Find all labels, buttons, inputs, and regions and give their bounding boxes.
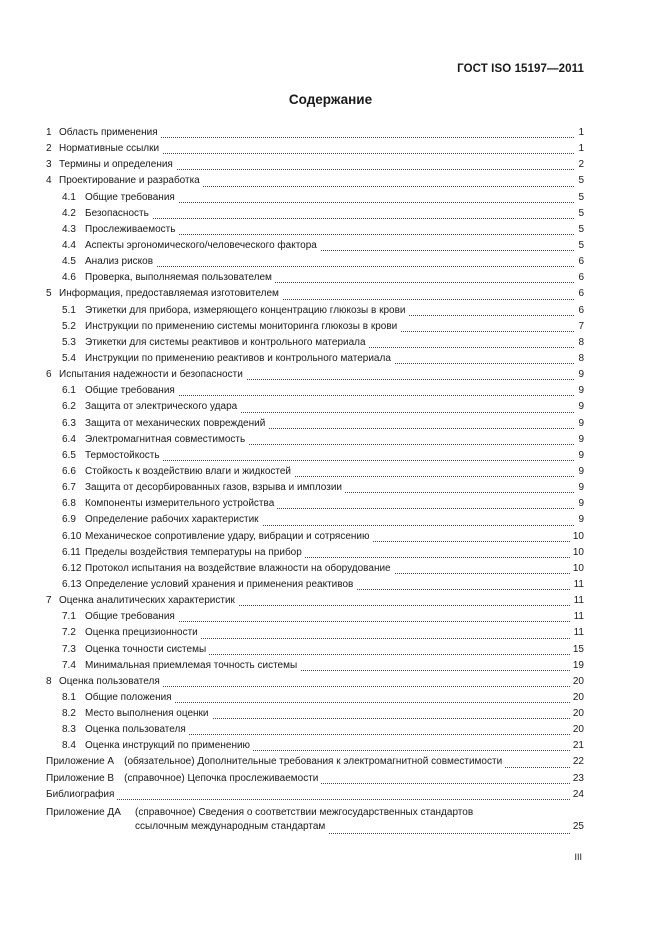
toc-entry-number: 4.4: [62, 239, 76, 251]
toc-entry[interactable]: [46, 706, 584, 722]
toc-entry-title: Пределы воздействия температуры на прибор: [85, 546, 302, 558]
toc-entry[interactable]: [46, 529, 584, 545]
toc-entry-number: 6.6: [62, 465, 76, 477]
toc-entry[interactable]: [46, 303, 584, 319]
toc-entry-number: 6.8: [62, 498, 76, 510]
toc-entry-page: 20: [570, 690, 584, 706]
toc-entry[interactable]: [46, 593, 584, 609]
toc-entry-label: [62, 190, 178, 206]
toc-entry-page: 15: [570, 642, 584, 658]
toc-entry[interactable]: [46, 787, 584, 803]
toc-entry-label: [62, 738, 253, 754]
toc-entry-page: 24: [570, 787, 584, 803]
toc-entry-number: 4: [46, 175, 52, 187]
toc-entry-number: 6: [46, 369, 52, 381]
toc-entry-label: [62, 464, 294, 480]
toc-entry-label: [46, 125, 161, 141]
toc-entry-title: Общие требования: [85, 611, 175, 623]
toc-entry-page: 5: [575, 173, 584, 189]
toc-entry-page: 19: [570, 658, 584, 674]
toc-entry-label: [46, 771, 321, 787]
toc-entry-title: Этикетки для прибора, измеряющего концентрацию глюкозы в крови: [85, 304, 406, 316]
toc-entry-number: 3: [46, 159, 52, 171]
toc-entry[interactable]: [46, 625, 584, 641]
toc-entry-title: Определение рабочих характеристик: [85, 514, 259, 526]
toc-entry-page: 20: [570, 706, 584, 722]
toc-entry-title: Область применения: [59, 127, 158, 138]
page-number: III: [574, 852, 582, 862]
toc-entry-label: [62, 561, 394, 577]
toc-entry-title: (справочное) Сведения о соответствии межгосударственных стандартов: [135, 806, 474, 818]
toc-entry[interactable]: [46, 399, 584, 415]
toc-entry-label: [62, 383, 178, 399]
toc-entry-title: Общие положения: [85, 691, 172, 703]
toc-entry-label: [46, 674, 163, 690]
toc-entry-number: 5.2: [62, 320, 76, 332]
toc-entry-title: Механическое сопротивление удару, вибрации и сотрясению: [85, 530, 370, 542]
toc-entry-number: 8.4: [62, 740, 76, 752]
toc-entry-number: 6.3: [62, 417, 76, 429]
toc-entry[interactable]: [46, 351, 584, 367]
toc-entry-number: 7.1: [62, 611, 76, 623]
toc-entry-number: 4.6: [62, 272, 76, 284]
toc-entry-number: 6.5: [62, 449, 76, 461]
toc-entry-title: Этикетки для системы реактивов и контрольного материала: [85, 336, 366, 348]
toc-entry-number: 5.3: [62, 336, 76, 348]
toc-entry[interactable]: [46, 464, 584, 480]
toc-entry[interactable]: [46, 367, 584, 383]
toc-entry[interactable]: [46, 561, 584, 577]
toc-entry-page: 1: [575, 141, 584, 157]
toc-entry-number: 6.7: [62, 482, 76, 494]
toc-entry-number: 5: [46, 288, 52, 300]
toc-entry[interactable]: [46, 690, 584, 706]
toc-entry-page: 25: [570, 819, 584, 835]
toc-entry-label: [62, 512, 262, 528]
toc-entry-title: Библиография: [46, 788, 115, 800]
toc-entry-number: Приложение В: [46, 772, 115, 784]
toc-entry[interactable]: [46, 658, 584, 674]
toc-entry-title: (обязательное) Дополнительные требования к электромагнитной совместимости: [124, 756, 503, 768]
toc-entry[interactable]: [46, 238, 584, 254]
toc-entry[interactable]: [46, 609, 584, 625]
toc-entry-label: [62, 496, 277, 512]
toc-entry-title: Нормативные ссылки: [59, 143, 160, 155]
toc-entry-page: 23: [570, 771, 584, 787]
toc-entry-title: Определение условий хранения и применения реактивов: [85, 578, 354, 590]
toc-entry[interactable]: [46, 512, 584, 528]
toc-entry-page: 5: [575, 238, 584, 254]
toc-entry-title: Оценка аналитических характеристик: [59, 595, 235, 607]
toc-entry-page: 9: [575, 464, 584, 480]
toc-entry-label: [46, 367, 246, 383]
toc-entry[interactable]: [46, 480, 584, 496]
toc-entry-label: [62, 238, 320, 254]
toc-entry-number: 8: [46, 675, 52, 687]
toc-entry[interactable]: [46, 722, 584, 738]
toc-entry[interactable]: [46, 254, 584, 270]
toc-entry-number: 8.2: [62, 708, 76, 720]
toc-entry-label: [62, 642, 209, 658]
toc-entry-page: 8: [575, 335, 584, 351]
toc-entry-title: Проверка, выполняемая пользователем: [85, 272, 272, 284]
toc-entry-label: [62, 609, 178, 625]
toc-entry[interactable]: [46, 190, 584, 206]
toc-entry-label: [62, 432, 248, 448]
toc-entry-title: Инструкции по применению реактивов и контрольного материала: [85, 352, 391, 364]
toc-entry-page: 5: [575, 206, 584, 222]
toc-entry-label: [46, 157, 176, 173]
toc-entry-page: 5: [575, 190, 584, 206]
toc-entry-label: [46, 805, 476, 820]
toc-entry-title: Оценка пользователя: [59, 675, 160, 687]
toc-entry-number: 5.4: [62, 352, 76, 364]
toc-entry-page: 9: [575, 367, 584, 383]
toc-entry-page: 6: [575, 254, 584, 270]
toc-entry-number: 4.1: [62, 191, 76, 203]
toc-entry-title: Защита от электрического удара: [85, 401, 238, 413]
toc-entry-title: Стойкость к воздействию влаги и жидкостей: [85, 465, 291, 477]
toc-entry[interactable]: [46, 335, 584, 351]
toc-entry-page: 11: [571, 577, 584, 593]
toc-entry-page: 8: [575, 351, 584, 367]
toc-entry-number: 8.3: [62, 724, 76, 736]
toc-entry-title: Проектирование и разработка: [59, 175, 200, 187]
toc-entry-page: 20: [570, 674, 584, 690]
toc-entry-label: [62, 480, 345, 496]
toc-entry[interactable]: [46, 432, 584, 448]
toc-entry-page: 7: [575, 319, 584, 335]
toc-entry-title: Инструкции по применению системы мониторинга глюкозы в крови: [85, 320, 398, 332]
toc-entry-page: 9: [575, 399, 584, 415]
toc-entry-page: 6: [575, 286, 584, 302]
toc-entry[interactable]: [46, 545, 584, 561]
toc-entry-label: [46, 593, 238, 609]
toc-entry-label: [62, 722, 189, 738]
toc-entry-page: 20: [570, 722, 584, 738]
toc-entry-title-continued: ссылочным международным стандартам: [135, 819, 328, 835]
toc-entry[interactable]: [46, 286, 584, 302]
toc-entry-label: [46, 173, 203, 189]
toc-entry-label: [62, 270, 275, 286]
toc-entry-label: [62, 206, 152, 222]
toc-entry-label: [62, 303, 409, 319]
toc-entry-title: Общие требования: [85, 385, 175, 397]
document-code: ГОСТ ISO 15197—2011: [457, 63, 584, 75]
toc-entry-title: Оценка пользователя: [85, 724, 186, 736]
toc-entry-page: 6: [575, 270, 584, 286]
toc-entry[interactable]: [46, 448, 584, 464]
toc-entry[interactable]: [46, 416, 584, 432]
toc-entry-title: Оценка точности системы: [85, 643, 207, 655]
toc-entry-page: 11: [571, 593, 584, 609]
toc-entry-number: 8.1: [62, 691, 76, 703]
toc-entry-page: 9: [575, 480, 584, 496]
toc-entry-number: 6.1: [62, 385, 76, 397]
toc-entry[interactable]: [46, 141, 584, 157]
toc-entry-label: [62, 625, 201, 641]
toc-entry[interactable]: [46, 674, 584, 690]
toc-entry-title: Безопасность: [85, 207, 149, 219]
toc-entry-page: 10: [570, 529, 584, 545]
toc-entry-number: 7: [46, 595, 52, 607]
toc-entry[interactable]: [46, 206, 584, 222]
toc-entry-title: Аспекты эргономического/человеческого фактора: [85, 239, 317, 251]
toc-entry-page: 5: [575, 222, 584, 238]
toc-entry-title: Термины и определения: [59, 159, 173, 171]
toc-entry-label: [62, 319, 400, 335]
toc-entry-page: 2: [575, 157, 584, 173]
toc-entry-title: Электромагнитная совместимость: [85, 433, 246, 445]
toc-entry-number: 4.5: [62, 256, 76, 268]
toc-entry-number: 6.4: [62, 433, 76, 445]
toc-entry-page: 21: [570, 738, 584, 754]
toc-entry-title: Термостойкость: [85, 449, 160, 461]
toc-entry-page: 22: [570, 754, 584, 770]
toc-entry-label: [62, 545, 305, 561]
toc-entry-number: Приложение А: [46, 756, 115, 768]
toc-entry-label: [62, 448, 163, 464]
toc-entry[interactable]: [46, 157, 584, 173]
toc-entry-title: Оценка инструкций по применению: [85, 740, 251, 752]
toc-entry-title: Защита от механических повреждений: [85, 417, 266, 429]
toc-entry[interactable]: [46, 754, 584, 770]
toc-entry-page: 6: [575, 303, 584, 319]
toc-entry-title: (справочное) Цепочка прослеживаемости: [124, 772, 319, 784]
toc-entry[interactable]: [46, 496, 584, 512]
toc-entry[interactable]: [46, 270, 584, 286]
toc-entry-title: Компоненты измерительного устройства: [85, 498, 275, 510]
toc-entry-title: Общие требования: [85, 191, 175, 203]
toc-entry-number: 7.4: [62, 659, 76, 671]
toc-entry[interactable]: [46, 642, 584, 658]
toc-entry-number: 6.11: [62, 546, 81, 558]
toc-entry-page: 10: [570, 545, 584, 561]
toc-entry-label: [62, 254, 156, 270]
page-title: Содержание: [288, 92, 373, 107]
toc-entry-label: [46, 141, 162, 157]
toc-entry-label: [62, 222, 178, 238]
toc-entry[interactable]: [46, 125, 584, 141]
toc-entry-appendix-da[interactable]: [46, 805, 584, 835]
toc-entry-number: 6.10: [62, 530, 82, 542]
toc-entry-label: [46, 754, 505, 770]
toc-entry-number: 7.2: [62, 627, 76, 639]
table-of-contents: [46, 125, 584, 835]
toc-entry-title: Оценка прецизионности: [85, 627, 198, 639]
dot-leader: [46, 799, 584, 800]
toc-entry-label: [62, 399, 240, 415]
toc-entry-number: 1: [46, 127, 52, 138]
toc-entry-title: Испытания надежности и безопасности: [59, 369, 243, 381]
toc-entry-title: Информация, предоставляемая изготовителем: [59, 288, 279, 300]
toc-entry-page: 11: [571, 609, 584, 625]
toc-entry-label: [62, 335, 369, 351]
toc-entry-label: [46, 286, 282, 302]
toc-entry-title: Анализ рисков: [85, 256, 154, 268]
toc-entry[interactable]: [46, 319, 584, 335]
toc-entry-title: Минимальная приемлемая точность системы: [85, 659, 298, 671]
toc-entry-label: [62, 529, 373, 545]
toc-entry[interactable]: [46, 383, 584, 399]
toc-entry-number: 2: [46, 143, 52, 155]
toc-entry-page: 1: [575, 125, 584, 141]
toc-entry-number: Приложение ДА: [46, 806, 121, 818]
toc-entry-page: 9: [575, 448, 584, 464]
toc-entry-label: [62, 577, 356, 593]
toc-entry-page: 9: [575, 383, 584, 399]
toc-entry-number: 4.3: [62, 223, 76, 235]
toc-entry-label: [62, 351, 394, 367]
toc-entry-label: [46, 787, 117, 803]
toc-entry[interactable]: [46, 738, 584, 754]
toc-entry-label: [62, 690, 175, 706]
toc-entry-title: Протокол испытания на воздействие влажности на оборудование: [85, 562, 391, 574]
toc-entry-label: [62, 706, 212, 722]
toc-entry-title: Защита от десорбированных газов, взрыва и имплозии: [85, 482, 343, 494]
toc-entry[interactable]: [46, 577, 584, 593]
toc-entry[interactable]: [46, 222, 584, 238]
toc-entry-number: 5.1: [62, 304, 76, 316]
toc-entry-label: [62, 658, 300, 674]
toc-entry[interactable]: [46, 173, 584, 189]
toc-entry-title: Место выполнения оценки: [85, 708, 209, 720]
toc-entry-number: 6.12: [62, 562, 82, 574]
toc-entry-page: 9: [575, 512, 584, 528]
toc-entry-number: 4.2: [62, 207, 76, 219]
toc-entry-page: 11: [571, 625, 584, 641]
toc-entry-page: 9: [575, 416, 584, 432]
toc-entry[interactable]: [46, 771, 584, 787]
toc-entry-title: Прослеживаемость: [85, 223, 176, 235]
toc-entry-number: 7.3: [62, 643, 76, 655]
toc-entry-page: 10: [570, 561, 584, 577]
toc-entry-page: 9: [575, 496, 584, 512]
toc-entry-number: 6.9: [62, 514, 76, 526]
toc-entry-number: 6.2: [62, 401, 76, 413]
toc-entry-number: 6.13: [62, 578, 82, 590]
toc-entry-label: [62, 416, 268, 432]
toc-entry-page: 9: [575, 432, 584, 448]
